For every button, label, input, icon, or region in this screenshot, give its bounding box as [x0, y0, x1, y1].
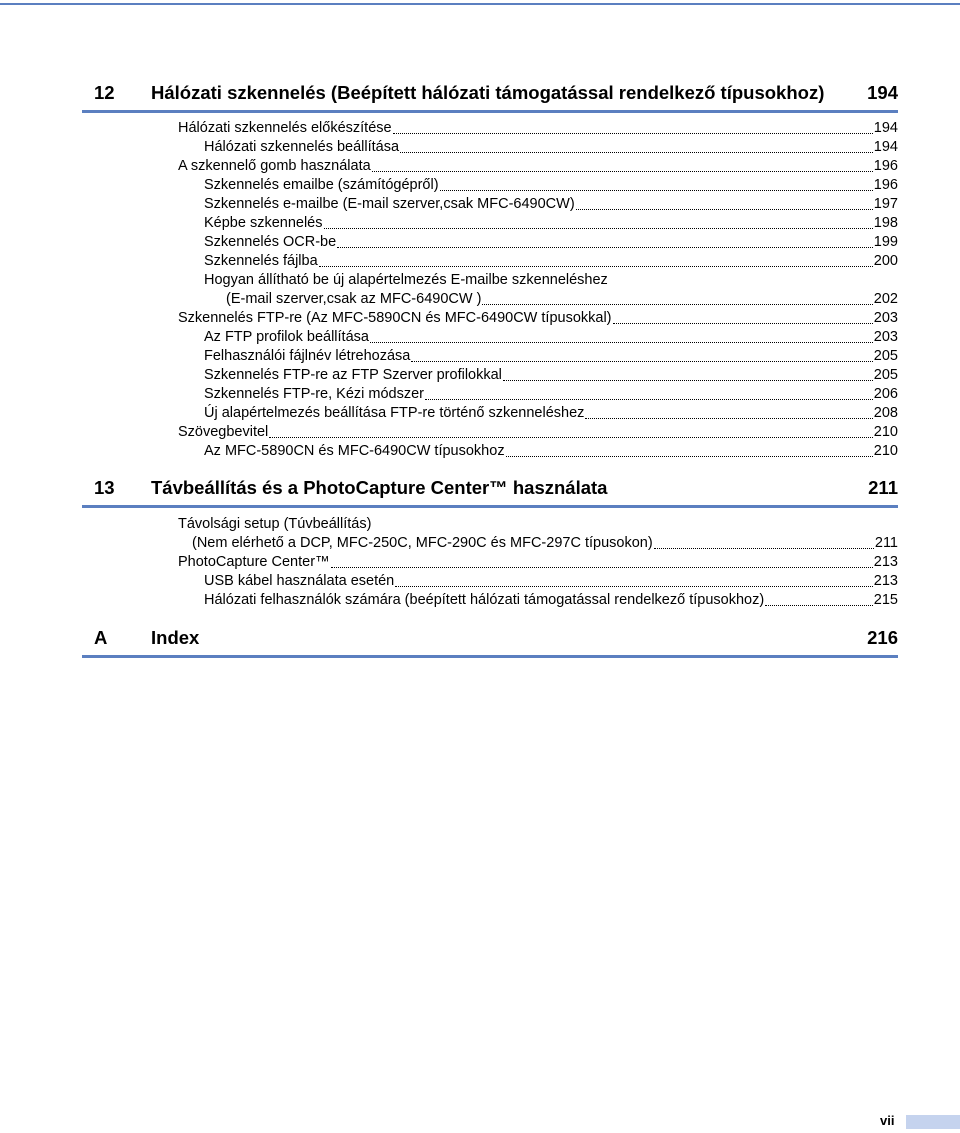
entry-text: Hálózati szkennelés előkészítése — [178, 120, 392, 136]
chapter-title: Hálózati szkennelés (Beépített hálózati támogatással rendelkező típusokhoz) — [151, 82, 825, 103]
chapter-heading-index[interactable] — [82, 625, 898, 658]
entry-text: Szkennelés e-mailbe (E-mail szerver,csak MFC-6490CW) — [204, 196, 575, 212]
chapter-number: 13 — [94, 477, 115, 498]
entry-text: Szkennelés OCR-be — [204, 234, 337, 250]
dot-leader — [319, 266, 873, 267]
dot-leader — [765, 605, 873, 606]
entry-page: 202 — [873, 291, 898, 307]
toc-entry[interactable] — [178, 119, 898, 138]
toc-entry[interactable] — [178, 515, 898, 534]
entry-page: 196 — [873, 158, 898, 174]
entry-page: 205 — [873, 367, 898, 383]
dot-leader — [613, 323, 873, 324]
chapter-number: 12 — [94, 82, 115, 103]
dot-leader — [482, 304, 872, 305]
dot-leader — [337, 247, 873, 248]
entry-text: A szkennelő gomb használata — [178, 158, 371, 174]
entry-page: 213 — [873, 573, 898, 589]
toc-entry[interactable] — [204, 591, 898, 610]
chapter-page: 194 — [867, 82, 898, 103]
toc-entry[interactable] — [204, 385, 898, 404]
entry-page: 197 — [873, 196, 898, 212]
entry-page: 211 — [874, 535, 898, 551]
dot-leader — [503, 380, 873, 381]
entry-text: Hálózati szkennelés beállítása — [204, 139, 400, 155]
toc-entry[interactable] — [226, 290, 898, 309]
dot-leader — [411, 361, 872, 362]
dot-leader — [395, 586, 873, 587]
dot-leader — [506, 456, 873, 457]
entry-text: Felhasználói fájlnév létrehozása — [204, 348, 411, 364]
toc-entry[interactable] — [204, 214, 898, 233]
entry-text: Szkennelés emailbe (számítógépről) — [204, 177, 439, 193]
entry-text: Képbe szkennelés — [204, 215, 323, 231]
footer-page-number: vii — [880, 1113, 895, 1128]
toc-entry[interactable] — [204, 404, 898, 423]
footer-accent-bar — [906, 1115, 960, 1129]
toc-entry[interactable] — [204, 442, 898, 461]
toc-entry[interactable] — [204, 138, 898, 157]
entry-text: PhotoCapture Center™ — [178, 554, 330, 570]
dot-leader — [585, 418, 872, 419]
chapter-page: 211 — [868, 477, 898, 498]
entry-page: 213 — [873, 554, 898, 570]
entry-page: 203 — [873, 329, 898, 345]
toc-entry[interactable] — [204, 271, 898, 290]
dot-leader — [324, 228, 873, 229]
toc-entry[interactable] — [204, 252, 898, 271]
chapter-page: 216 — [867, 627, 898, 648]
entry-page: 200 — [873, 253, 898, 269]
entry-page: 215 — [873, 592, 898, 608]
entry-text: Szkennelés fájlba — [204, 253, 318, 269]
dot-leader — [331, 567, 873, 568]
dot-leader — [393, 133, 873, 134]
dot-leader — [425, 399, 873, 400]
toc-entry[interactable] — [204, 328, 898, 347]
dot-leader — [440, 190, 873, 191]
dot-leader — [654, 548, 874, 549]
entry-text: Új alapértelmezés beállítása FTP-re történő szkenneléshez — [204, 405, 585, 421]
chapter-heading-12[interactable] — [82, 80, 898, 113]
toc-entry[interactable] — [204, 176, 898, 195]
entry-text: Szkennelés FTP-re, Kézi módszer — [204, 386, 424, 402]
chapter-title: Távbeállítás és a PhotoCapture Center™ használata — [151, 477, 608, 498]
dot-leader — [400, 152, 873, 153]
entry-page: 208 — [873, 405, 898, 421]
entry-page: 206 — [873, 386, 898, 402]
entry-page: 194 — [873, 139, 898, 155]
entry-page: 210 — [873, 443, 898, 459]
entry-page: 210 — [873, 424, 898, 440]
entry-text: Hogyan állítható be új alapértelmezés E-mailbe szkenneléshez — [204, 272, 608, 288]
toc-entry[interactable] — [204, 233, 898, 252]
entry-page: 203 — [873, 310, 898, 326]
entry-page: 196 — [873, 177, 898, 193]
chapter-number: A — [94, 627, 108, 648]
toc-entry[interactable] — [192, 534, 898, 553]
entry-text: Hálózati felhasználók számára (beépített hálózati támogatással rendelkező típusokhoz) — [204, 592, 765, 608]
entry-page: 205 — [873, 348, 898, 364]
dot-leader — [372, 171, 873, 172]
chapter-title: Index — [151, 627, 200, 648]
toc-entry[interactable] — [204, 347, 898, 366]
toc-entry[interactable] — [178, 157, 898, 176]
entry-page: 199 — [873, 234, 898, 250]
toc-entry[interactable] — [204, 195, 898, 214]
entry-text: Szkennelés FTP-re (Az MFC-5890CN és MFC-6490CW típusokkal) — [178, 310, 612, 326]
toc-entry[interactable] — [178, 553, 898, 572]
chapter-heading-13[interactable] — [82, 475, 898, 508]
top-rule — [0, 3, 960, 5]
entry-text: (E-mail szerver,csak az MFC-6490CW ) — [226, 291, 482, 307]
toc-entry[interactable] — [178, 423, 898, 442]
dot-leader — [576, 209, 873, 210]
toc-entry[interactable] — [204, 366, 898, 385]
entry-text: Szkennelés FTP-re az FTP Szerver profilokkal — [204, 367, 502, 383]
entry-text: Az FTP profilok beállítása — [204, 329, 369, 345]
entry-page: 194 — [873, 120, 898, 136]
entry-text: Szövegbevitel — [178, 424, 269, 440]
dot-leader — [370, 342, 873, 343]
entry-text: USB kábel használata esetén — [204, 573, 395, 589]
dot-leader — [269, 437, 873, 438]
entry-text: Távolsági setup (Túvbeállítás) — [178, 516, 372, 532]
entry-page: 198 — [873, 215, 898, 231]
toc-entry[interactable] — [178, 309, 898, 328]
entry-text: Az MFC-5890CN és MFC-6490CW típusokhoz — [204, 443, 505, 459]
toc-entry[interactable] — [204, 572, 898, 591]
entry-text: (Nem elérhető a DCP, MFC-250C, MFC-290C és MFC-297C típusokon) — [192, 535, 653, 551]
